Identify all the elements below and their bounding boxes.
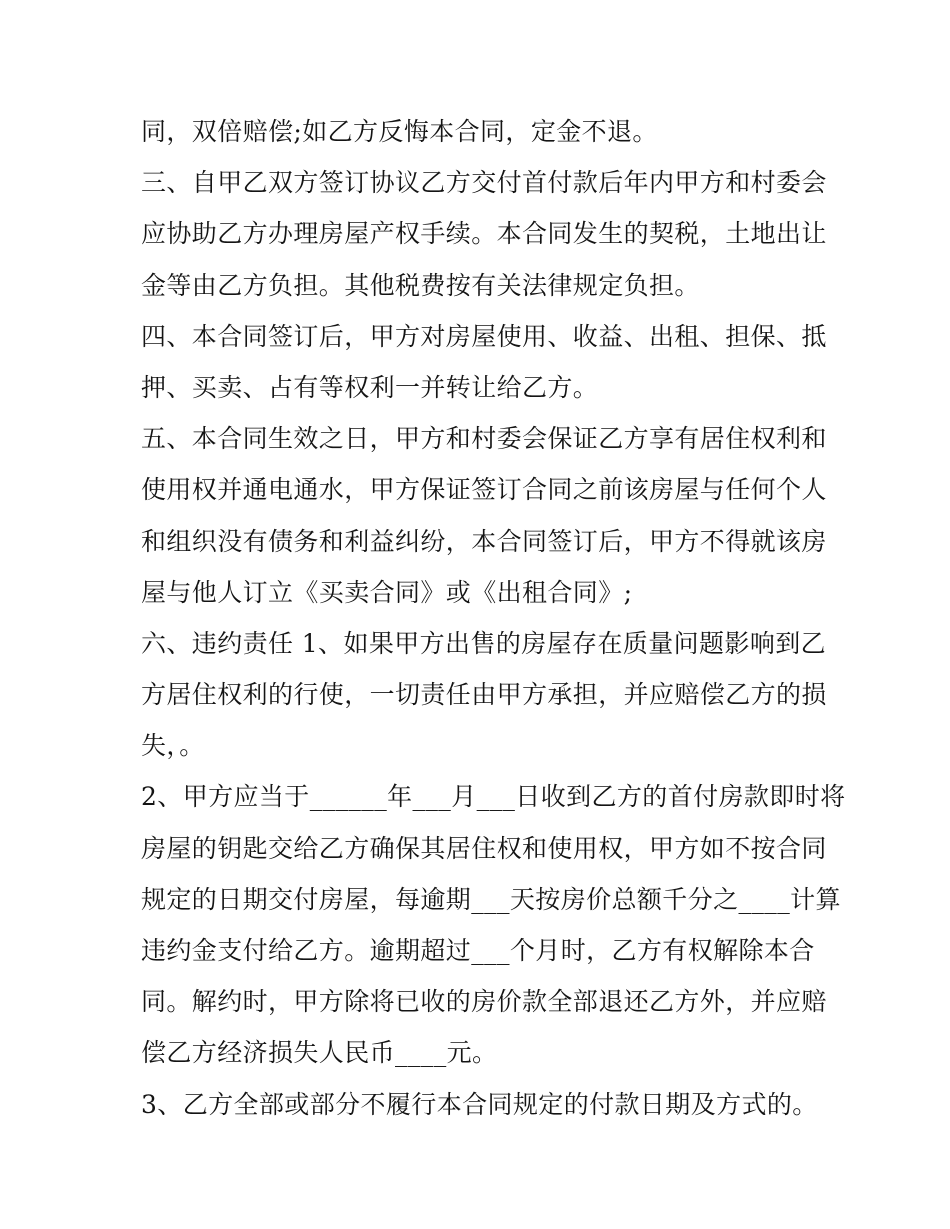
text-line: 三、自甲乙双方签订协议乙方交付首付款后年内甲方和村委会 bbox=[141, 168, 827, 198]
text-line: 规定的日期交付房屋，每逾期___天按房价总额千分之____计算 bbox=[141, 884, 841, 914]
text-line: 3、乙方全部或部分不履行本合同规定的付款日期及方式的。 bbox=[141, 1089, 818, 1119]
text-line: 和组织没有债务和利益纠纷，本合同签订后，甲方不得就该房 bbox=[141, 526, 827, 556]
text-line: 押、买卖、占有等权利一并转让给乙方。 bbox=[141, 372, 599, 402]
text-line: 金等由乙方负担。其他税费按有关法律规定负担。 bbox=[141, 270, 700, 300]
text-line: 应协助乙方办理房屋产权手续。本合同发生的契税，土地出让 bbox=[141, 219, 827, 249]
text-line: 同，双倍赔偿;如乙方反悔本合同，定金不退。 bbox=[141, 117, 658, 146]
text-line: 使用权并通电通水，甲方保证签订合同之前该房屋与任何个人 bbox=[141, 475, 827, 505]
text-line: 房屋的钥匙交给乙方确保其居住权和使用权，甲方如不按合同 bbox=[141, 833, 827, 863]
text-line: 违约金支付给乙方。逾期超过___个月时，乙方有权解除本合 bbox=[141, 936, 815, 965]
text-line: 五、本合同生效之日，甲方和村委会保证乙方享有居住权利和 bbox=[141, 424, 827, 454]
text-line: 四、本合同签订后，甲方对房屋使用、收益、出租、担保、抵 bbox=[141, 321, 827, 351]
text-line: 同。解约时，甲方除将已收的房价款全部退还乙方外，并应赔 bbox=[141, 987, 827, 1017]
text-line: 方居住权利的行使，一切责任由甲方承担，并应赔偿乙方的损 bbox=[141, 680, 827, 710]
text-line: 偿乙方经济损失人民币____元。 bbox=[141, 1038, 498, 1068]
text-line: 屋与他人订立《买卖合同》或《出租合同》; bbox=[141, 577, 633, 607]
contract-body bbox=[141, 106, 846, 1130]
text-line: 失，。 bbox=[141, 731, 205, 761]
text-line: 六、违约责任 1、如果甲方出售的房屋存在质量问题影响到乙 bbox=[141, 628, 827, 658]
text-line: 2、甲方应当于______年___月___日收到乙方的首付房款即时将 bbox=[141, 782, 846, 812]
